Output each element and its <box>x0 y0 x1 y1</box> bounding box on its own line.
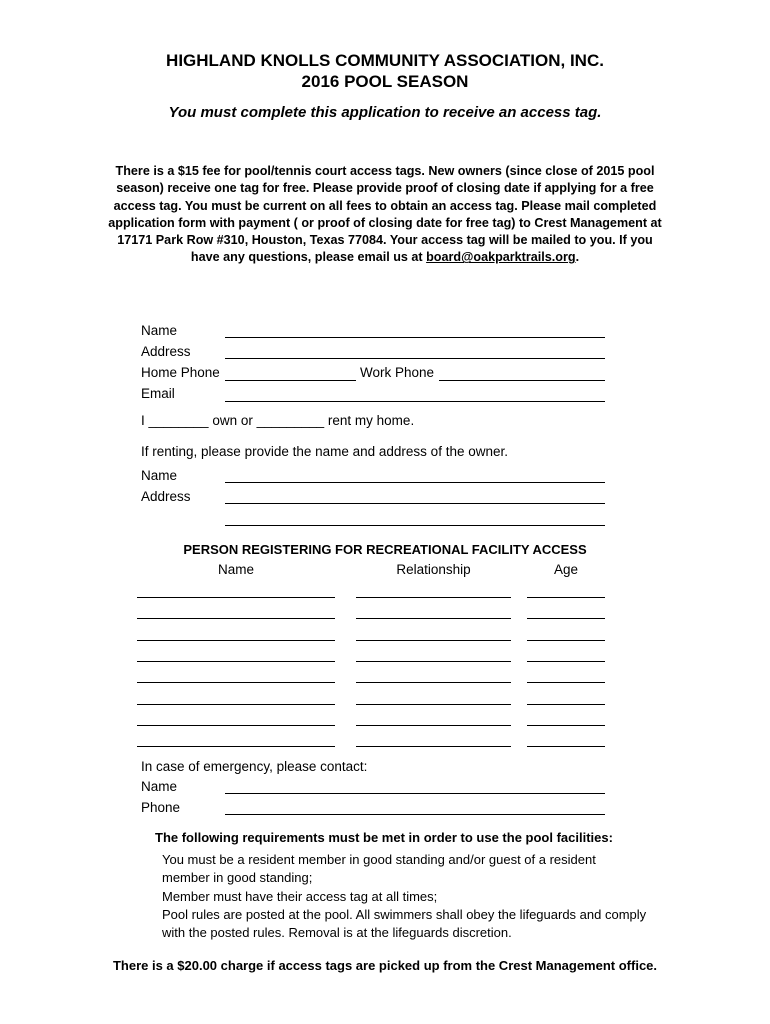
contact-email-link[interactable]: board@oakparktrails.org <box>426 250 576 265</box>
registrant-name-field[interactable] <box>137 725 335 726</box>
intro-text: There is a $15 fee for pool/tennis court access tags. New owners (since close of 2015 pool season) receive one tag for free. Please provide proof of closing date if applying for a free access tag. You must be current on all fees to obtain an access tag. Please mail completed application form with payment ( or proof of closing date for free tag) to Crest Management at 17171 Park Row #310, Houston, Texas 77084. Your access tag will be mailed to you. If you have any questions, please email us at <box>108 164 662 265</box>
registrant-name-field[interactable] <box>137 640 335 641</box>
requirements-heading: The following requirements must be met in order to use the pool facilities: <box>155 830 613 845</box>
registrant-relationship-field[interactable] <box>356 618 511 619</box>
applicant-address-field[interactable] <box>225 358 605 359</box>
home-phone-field[interactable] <box>225 380 356 381</box>
requirement-1-line-2: member in good standing; <box>162 869 313 885</box>
registrant-relationship-field[interactable] <box>356 746 511 747</box>
registrant-age-field[interactable] <box>527 661 605 662</box>
registrant-relationship-field[interactable] <box>356 661 511 662</box>
registrant-name-field[interactable] <box>137 704 335 705</box>
home-phone-label: Home Phone <box>141 365 220 380</box>
applicant-name-field[interactable] <box>225 337 605 338</box>
work-phone-label: Work Phone <box>360 365 435 380</box>
emergency-phone-label: Phone <box>141 800 181 815</box>
requirement-1 <box>162 851 596 886</box>
registrant-name-field[interactable] <box>137 618 335 619</box>
registrant-age-field[interactable] <box>527 746 605 747</box>
registrant-name-field[interactable] <box>137 682 335 683</box>
col-header-age: Age <box>553 562 579 577</box>
applicant-name-label: Name <box>141 323 178 338</box>
applicant-address-label: Address <box>141 344 191 359</box>
intro-period: . <box>575 250 580 265</box>
owner-address-field[interactable] <box>225 503 605 504</box>
requirement-3-line-1: Pool rules are posted at the pool. All swimmers shall obey the lifeguards and comply <box>162 907 647 922</box>
email-label: Email <box>141 386 175 401</box>
registrant-name-field[interactable] <box>137 597 335 598</box>
subtitle: You must complete this application to receive an access tag. <box>168 104 602 121</box>
email-field[interactable] <box>225 401 605 402</box>
owner-address-label: Address <box>141 489 191 504</box>
requirement-1-line-1: You must be a resident member in good standing and/or guest of a resident <box>162 852 596 867</box>
registrant-age-field[interactable] <box>527 682 605 683</box>
requirement-2: Member must have their access tag at all times; <box>162 889 438 904</box>
owner-name-field[interactable] <box>225 482 605 483</box>
col-header-relationship: Relationship <box>396 562 471 577</box>
registrant-age-field[interactable] <box>527 640 605 641</box>
owner-instruction: If renting, please provide the name and address of the owner. <box>141 444 508 459</box>
emergency-name-label: Name <box>141 779 178 794</box>
registrant-name-field[interactable] <box>137 746 335 747</box>
registrant-relationship-field[interactable] <box>356 704 511 705</box>
owner-address-field-2[interactable] <box>225 525 605 526</box>
registrant-name-field[interactable] <box>137 661 335 662</box>
col-header-name: Name <box>217 562 254 577</box>
registrant-relationship-field[interactable] <box>356 597 511 598</box>
registrant-age-field[interactable] <box>527 597 605 598</box>
registrant-relationship-field[interactable] <box>356 725 511 726</box>
work-phone-field[interactable] <box>439 380 605 381</box>
registrant-age-field[interactable] <box>527 704 605 705</box>
emergency-phone-field[interactable] <box>225 814 605 815</box>
registrant-relationship-field[interactable] <box>356 640 511 641</box>
registrants-heading: PERSON REGISTERING FOR RECREATIONAL FACILITY ACCESS <box>183 542 587 557</box>
own-rent-statement[interactable]: I ________ own or _________ rent my home. <box>141 413 415 428</box>
emergency-instruction: In case of emergency, please contact: <box>141 759 368 774</box>
requirement-3 <box>162 906 646 941</box>
title-line-1: HIGHLAND KNOLLS COMMUNITY ASSOCIATION, INC. <box>166 51 604 70</box>
requirement-3-line-2: with the posted rules. Removal is at the lifeguards discretion. <box>162 924 512 940</box>
title-line-2: 2016 POOL SEASON <box>301 72 469 91</box>
registrant-age-field[interactable] <box>527 618 605 619</box>
intro-paragraph <box>108 163 662 267</box>
pickup-charge-note: There is a $20.00 charge if access tags are picked up from the Crest Management office. <box>112 958 658 973</box>
registrant-age-field[interactable] <box>527 725 605 726</box>
owner-name-label: Name <box>141 468 178 483</box>
registrant-relationship-field[interactable] <box>356 682 511 683</box>
emergency-name-field[interactable] <box>225 793 605 794</box>
